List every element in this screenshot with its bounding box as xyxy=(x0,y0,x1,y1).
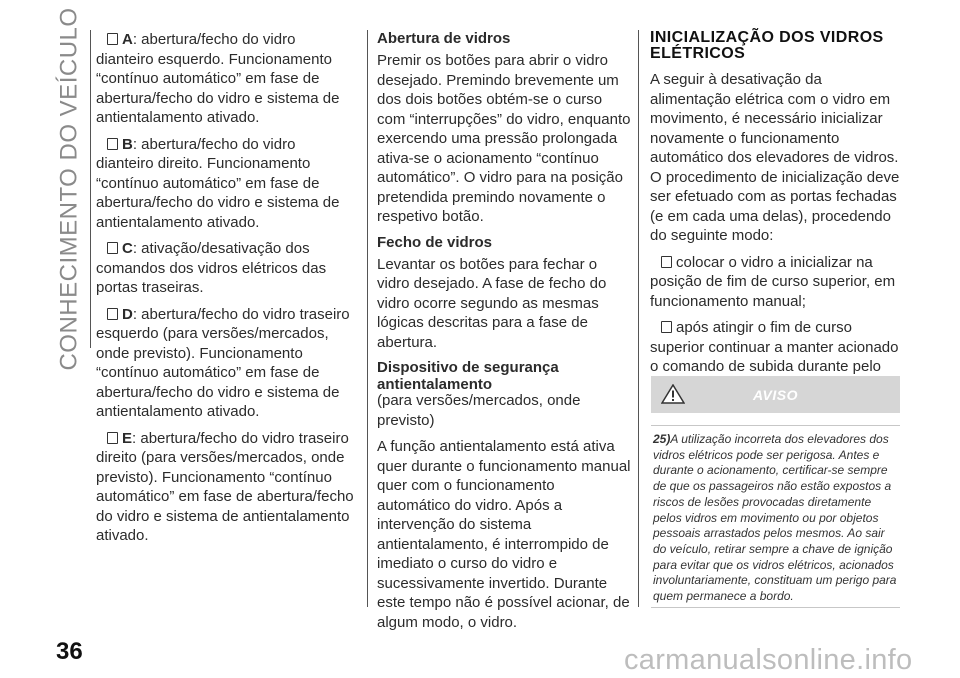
column-divider-2 xyxy=(638,30,639,607)
side-title-text: CONHECIMENTO DO VEÍCULO xyxy=(56,7,84,371)
list-item xyxy=(96,429,356,546)
section-heading: INICIALIZAÇÃO DOS VIDROS ELÉTRICOS xyxy=(650,29,884,62)
item-key: E xyxy=(122,429,133,447)
bullet-icon xyxy=(107,33,118,45)
bullet-icon xyxy=(107,138,118,150)
warning-triangle-icon xyxy=(661,384,685,404)
side-divider xyxy=(90,30,91,348)
safety-title: Dispositivo de segurança antientalamento xyxy=(377,359,559,393)
item-text: : abertura/fecho do vidro dianteiro direito. Funcionamento “contínuo automático” em fase de abertura/fecho do vidro e sistema de antientalamento ativado. xyxy=(96,135,340,231)
warning-header xyxy=(651,376,900,413)
bullet-icon xyxy=(661,321,672,333)
list-item xyxy=(96,305,356,422)
right-column xyxy=(650,30,902,403)
bullet-icon xyxy=(107,432,118,444)
step-text: colocar o vidro a inicializar na posição de fim de curso superior, em funcionamento manual; xyxy=(650,253,896,310)
bullet-icon xyxy=(661,256,672,268)
safety-note: (para versões/mercados, onde previsto) xyxy=(377,392,581,429)
warning-ref: 25) xyxy=(653,432,671,446)
intro-text: A seguir à desativação da alimentação elétrica com o vidro em movimento, é necessário inicializar novamente o funcionamento automático dos elevadores de vidros. O procedimento de inicialização deve ser efetuado com as portas fechadas (e em cada uma delas), procedendo do seguinte modo: xyxy=(650,71,900,244)
section-side-title xyxy=(54,7,86,371)
item-text: : ativação/desativação dos comandos dos vidros elétricos das portas traseiras. xyxy=(96,240,327,296)
left-column xyxy=(96,30,356,553)
item-key: B xyxy=(122,135,133,153)
item-key: C xyxy=(122,240,133,257)
item-text: : abertura/fecho do vidro dianteiro esquerdo. Funcionamento “contínuo automático” em fase de abertura/fecho do vidro e sistema de antientalamento ativado. xyxy=(96,31,340,126)
list-item xyxy=(96,239,356,298)
bullet-icon xyxy=(107,242,118,254)
bullet-icon xyxy=(107,308,118,320)
warning-title: AVISO xyxy=(752,386,799,403)
step-text: após atingir o fim de curso superior continuar a manter acionado o comando de subida durante pelo xyxy=(650,319,899,375)
list-item xyxy=(96,135,356,233)
warning-text: A utilização incorreta dos elevadores dos vidros elétricos pode ser perigosa. Antes e durante o acionamento, certificar-se sempre de que os passageiros não estão expostos a riscos de lesões provocadas diretamente pelos vidros em movimento ou por objetos pessoais arrastados pelos mesmos. Ao sair do veículo, retirar sempre a chave de ignição para evitar que os vidros elétricos, acionados involuntariamente, constituam um perigo para quem permanece a bordo. xyxy=(653,432,897,604)
item-text: : abertura/fecho do vidro traseiro esquerdo (para versões/mercados, onde previsto). Funcionamento “contínuo automático” em fase de abertura/fecho do vidro e sistema de antientalamento ativado. xyxy=(96,305,350,420)
list-item xyxy=(96,30,356,128)
item-key: A xyxy=(122,31,133,48)
closing-title: Fecho de vidros xyxy=(377,233,493,251)
list-item xyxy=(650,253,902,312)
watermark: carmanualsonline.info xyxy=(624,644,913,676)
opening-title: Abertura de vidros xyxy=(377,30,511,47)
page-number: 36 xyxy=(56,638,83,665)
item-key: D xyxy=(122,305,133,323)
safety-text: A função antientalamento está ativa quer durante o funcionamento manual quer com o funcionamento automático do vidro. Após a intervenção do sistema antientalamento, é interrompido de imediato o curso do vidro e sucessivamente invertido. Durante este tempo não é possível acionar, de algum modo, o vidro. xyxy=(377,438,631,631)
middle-column xyxy=(377,30,632,639)
closing-text: Levantar os botões para fechar o vidro desejado. A fase de fecho do vidro ocorre segundo as mesmas lógicas descritas para a fase de abertura. xyxy=(377,255,607,351)
opening-text: Premir os botões para abrir o vidro desejado. Premindo brevemente um dos dois botões obtém-se o curso com “interrupções” do vidro, enquanto exercendo uma pressão prolongada ativa-se o acionamento “contínuo automático”. O vidro para na posição pretendida premindo novamente o respetivo botão. xyxy=(377,52,631,225)
warning-box xyxy=(651,425,900,608)
column-divider-1 xyxy=(367,30,368,607)
item-text: : abertura/fecho do vidro traseiro direito (para versões/mercados, onde previsto). Funcionamento “contínuo automático” em fase de abertura/fecho do vidro e sistema de antientalamento ativado. xyxy=(96,429,354,544)
